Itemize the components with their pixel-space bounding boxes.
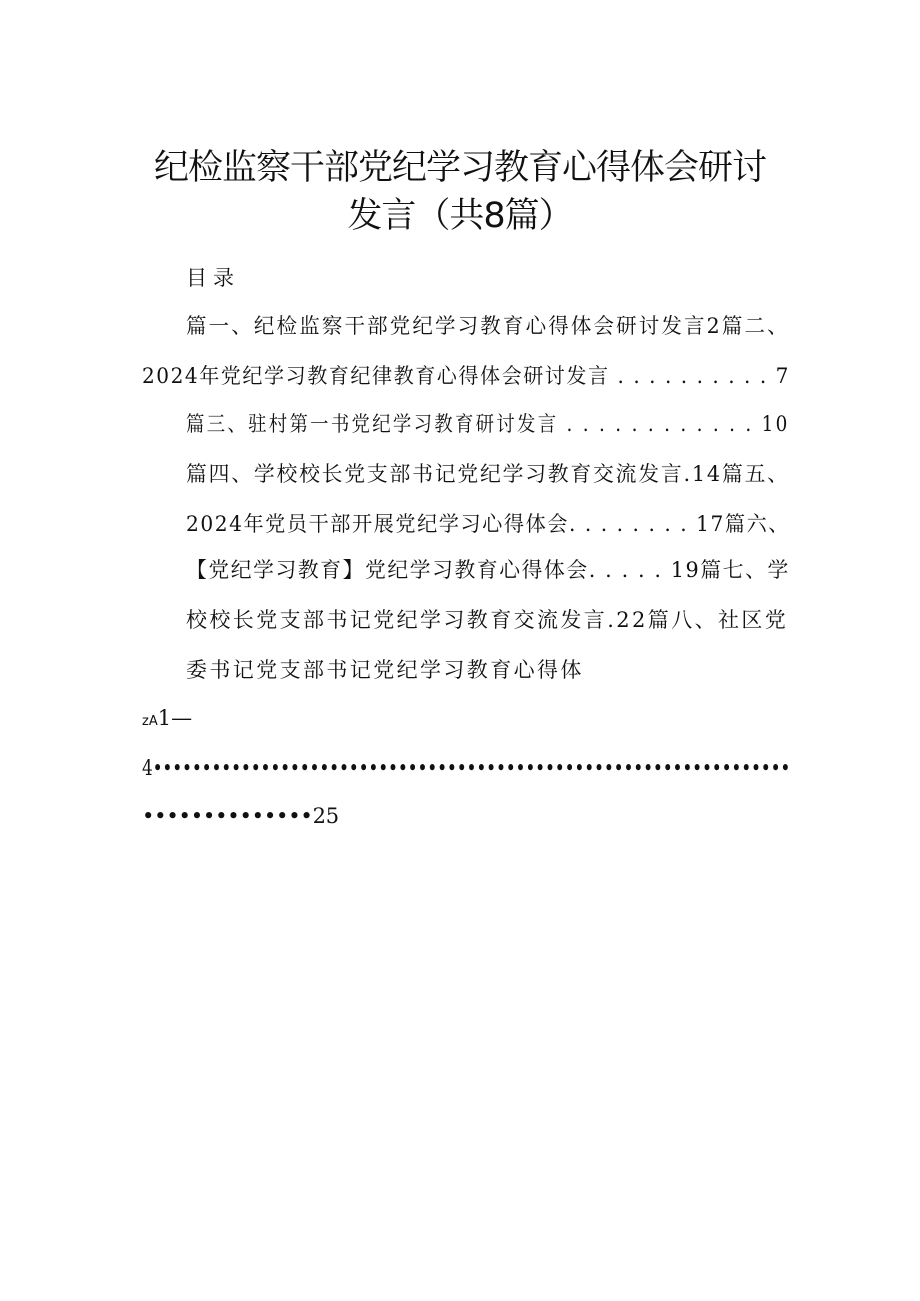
document-title-line-1: 纪检监察干部党纪学习教育心得体会研讨 [153,148,766,188]
toc-dot-leader: 4••••••••••••••••••••••••••••••••••••••••••••••••••••••••••••••••• [142,756,791,780]
toc-fragment-small: zA [142,714,158,729]
toc-line: 篇一、纪检监察干部党纪学习教育心得体会研讨发言2篇二、 [186,314,790,338]
toc-fragment-rest: 1— [157,706,193,730]
toc-line: 委书记党支部书记党纪学习教育心得体 [186,658,584,682]
toc-line: 篇三、驻村第一书党纪学习教育研讨发言 . . . . . . . . . . . . 10 [186,412,790,436]
toc-line: 校校长党支部书记党纪学习教育交流发言.22篇八、社区党 [186,608,789,632]
toc-line: 【党纪学习教育】党纪学习教育心得体会. . . . . 19篇七、学 [186,558,790,582]
toc-line: 篇四、学校校长党支部书记党纪学习教育交流发言.14篇五、 [186,462,790,486]
toc-line: 2024年党员干部开展党纪学习心得体会. . . . . . . . 17篇六、 [186,512,790,536]
document-title-line-2: 发言（共8篇） [347,196,573,236]
toc-fragment-line [142,706,192,730]
toc-dot-leader: ••••••••••••••25 [142,804,339,828]
toc-heading: 目录 [186,266,240,290]
toc-line: 2024年党纪学习教育纪律教育心得体会研讨发言 . . . . . . . . . . 7 [142,364,790,388]
